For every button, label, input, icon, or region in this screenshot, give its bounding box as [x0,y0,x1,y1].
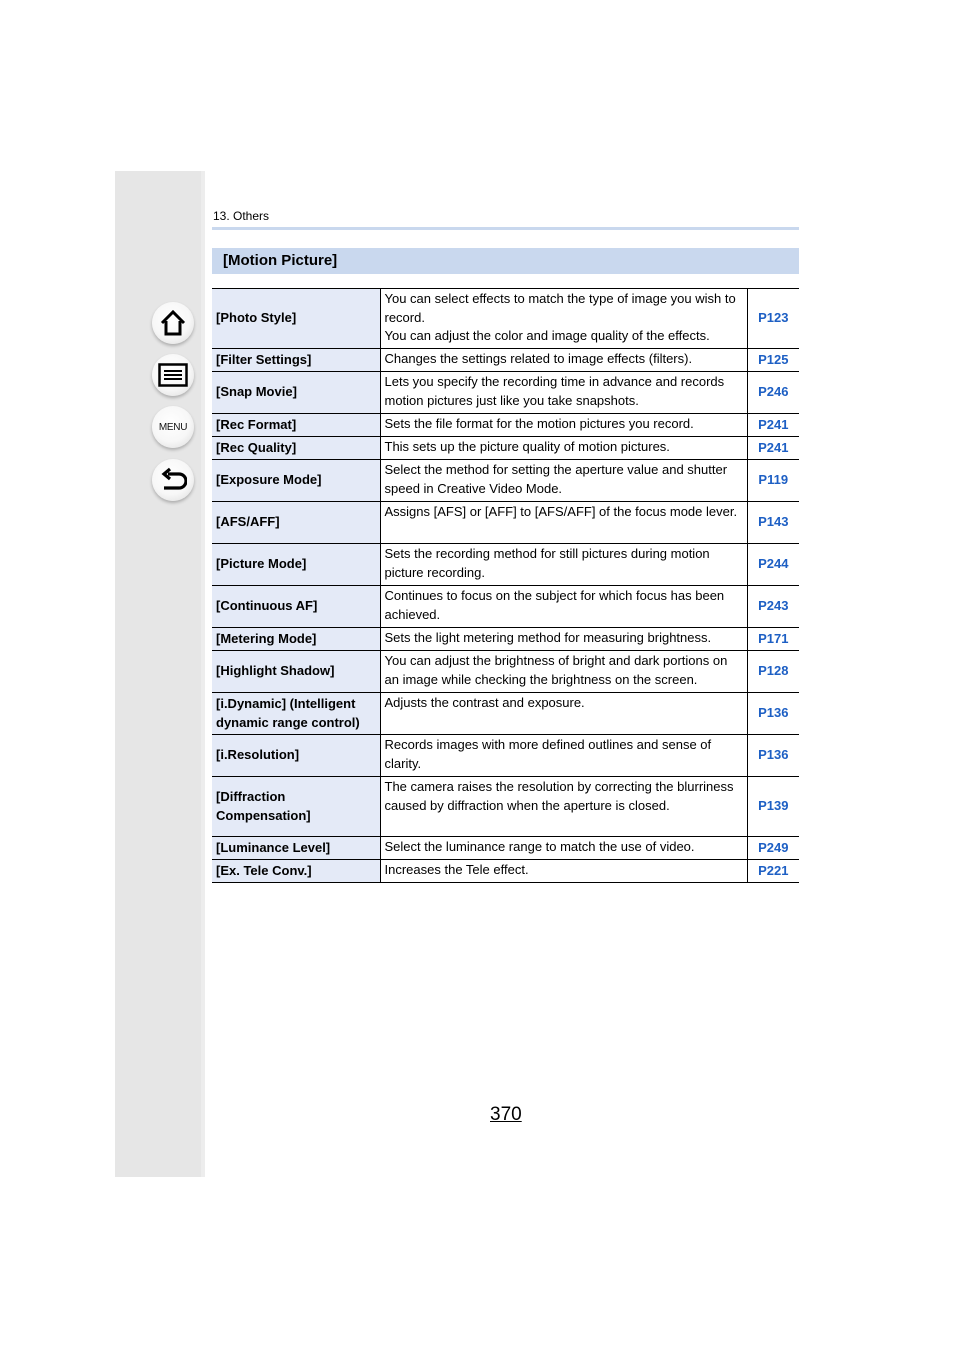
table-row [212,586,799,628]
setting-description: Assigns [AFS] or [AFF] to [AFS/AFF] of the focus mode lever. [380,502,747,544]
home-button[interactable] [152,302,194,344]
page-reference-link[interactable]: P123 [747,289,799,349]
page-number[interactable]: 370 [490,1104,522,1125]
table-row [212,777,799,837]
section-heading [212,248,799,274]
section-divider [212,227,799,230]
setting-description: Changes the settings related to image effects (filters). [380,349,747,372]
page-reference-link[interactable]: P125 [747,349,799,372]
setting-description: Increases the Tele effect. [380,860,747,883]
page-reference-link[interactable]: P249 [747,837,799,860]
setting-description: Adjusts the contrast and exposure. [380,693,747,735]
setting-description: Records images with more defined outlines and sense of clarity. [380,735,747,777]
setting-description: This sets up the picture quality of motion pictures. [380,437,747,460]
setting-name: [Rec Quality] [212,437,380,460]
table-row [212,349,799,372]
page-reference-link[interactable]: P241 [747,414,799,437]
table-row [212,289,799,349]
page-reference-link[interactable]: P246 [747,372,799,414]
setting-name: [Exposure Mode] [212,460,380,502]
table-row [212,735,799,777]
page-reference-link[interactable]: P143 [747,502,799,544]
page-reference-link[interactable]: P128 [747,651,799,693]
setting-description: Select the method for setting the aperture value and shutter speed in Creative Video Mode. [380,460,747,502]
setting-name: [Highlight Shadow] [212,651,380,693]
settings-table [212,288,799,883]
setting-name: [i.Dynamic] (Intelligent dynamic range control) [212,693,380,735]
setting-description: Continues to focus on the subject for which focus has been achieved. [380,586,747,628]
page-reference-link[interactable]: P244 [747,544,799,586]
setting-description: Lets you specify the recording time in advance and records motion pictures just like you take snapshots. [380,372,747,414]
table-row [212,693,799,735]
table-row [212,544,799,586]
menu-label: MENU [158,421,188,433]
page-reference-link[interactable]: P139 [747,777,799,837]
section-label: 13. Others [213,209,270,223]
table-row [212,837,799,860]
table-row [212,628,799,651]
page-reference-link[interactable]: P241 [747,437,799,460]
settings-table-body [212,289,799,883]
page-reference-link[interactable]: P119 [747,460,799,502]
setting-name: [AFS/AFF] [212,502,380,544]
setting-name: [Rec Format] [212,414,380,437]
back-button[interactable] [152,459,194,501]
page-reference-link[interactable]: P136 [747,693,799,735]
page-reference-link[interactable]: P171 [747,628,799,651]
setting-name: [Continuous AF] [212,586,380,628]
table-row [212,502,799,544]
setting-description: Sets the recording method for still pictures during motion picture recording. [380,544,747,586]
section-heading-text: [Motion Picture] [223,252,338,269]
page-reference-link[interactable]: P221 [747,860,799,883]
table-row [212,460,799,502]
setting-name: [Snap Movie] [212,372,380,414]
setting-description: Sets the file format for the motion pictures you record. [380,414,747,437]
setting-description: Select the luminance range to match the use of video. [380,837,747,860]
setting-description: Sets the light metering method for measuring brightness. [380,628,747,651]
setting-name: [i.Resolution] [212,735,380,777]
sidebar-edge [201,171,205,1177]
table-row [212,437,799,460]
page-reference-link[interactable]: P136 [747,735,799,777]
contents-button[interactable] [152,354,194,396]
setting-name: [Picture Mode] [212,544,380,586]
setting-name: [Metering Mode] [212,628,380,651]
setting-name: [Ex. Tele Conv.] [212,860,380,883]
page-reference-link[interactable]: P243 [747,586,799,628]
setting-name: [Diffraction Compensation] [212,777,380,837]
table-row [212,651,799,693]
table-row [212,860,799,883]
setting-description: You can adjust the brightness of bright and dark portions on an image while checking the brightness on the screen. [380,651,747,693]
setting-name: [Photo Style] [212,289,380,349]
table-row [212,372,799,414]
setting-description: You can select effects to match the type of image you wish to record. You can adjust the color and image quality of the effects. [380,289,747,349]
menu-button[interactable] [152,406,194,448]
setting-name: [Luminance Level] [212,837,380,860]
setting-description: The camera raises the resolution by correcting the blurriness caused by diffraction when the aperture is closed. [380,777,747,837]
list-icon [158,363,188,387]
home-icon [159,309,187,337]
back-arrow-icon [159,467,187,493]
setting-name: [Filter Settings] [212,349,380,372]
table-row [212,414,799,437]
